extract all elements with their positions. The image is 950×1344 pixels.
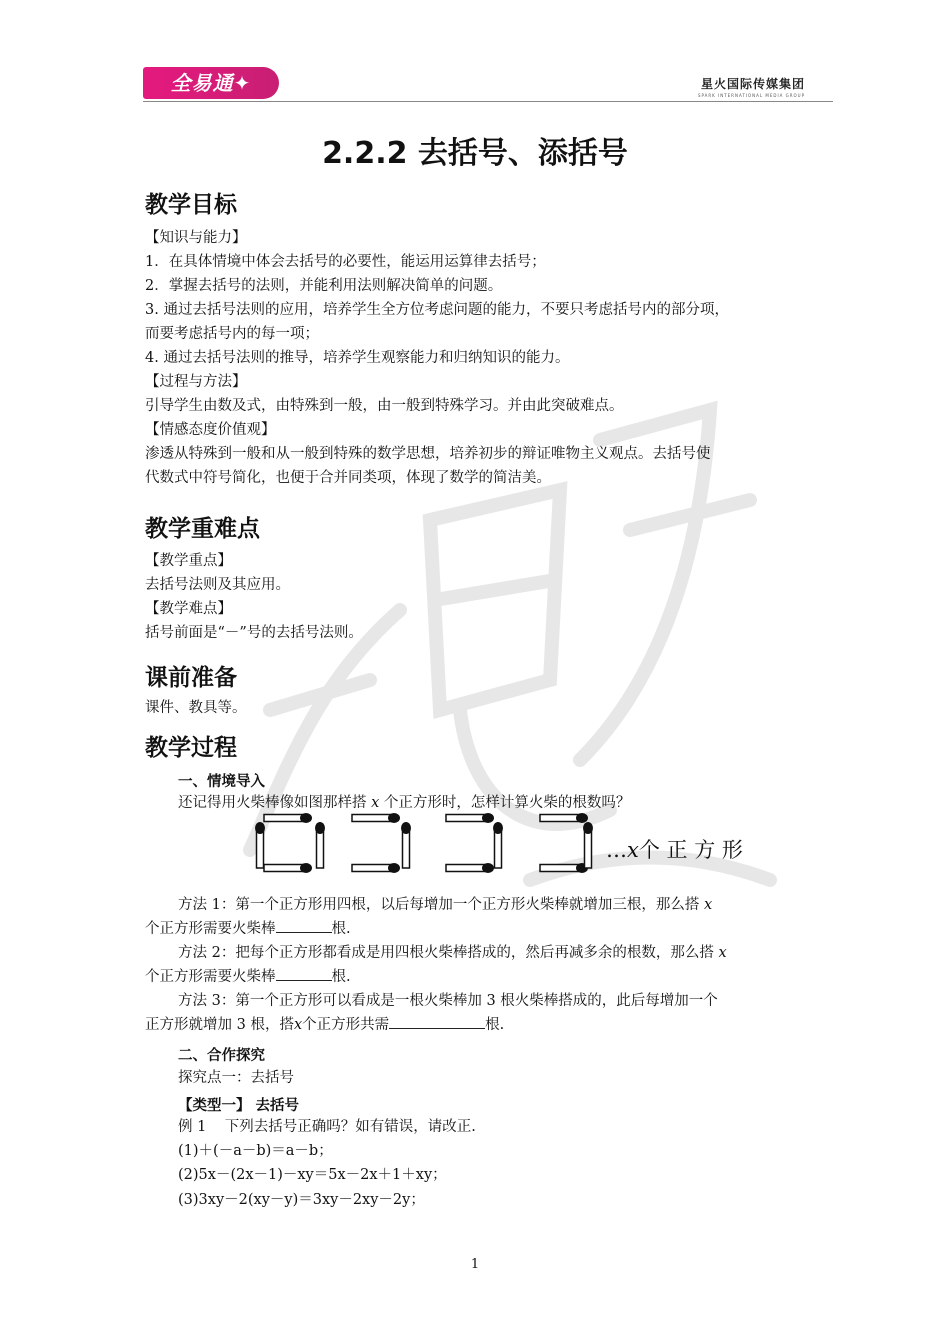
method1-line-a: 方法 1：第一个正方形用四根，以后每增加一个正方形火柴棒就增加三根，那么搭 x (178, 897, 713, 913)
goal-item-3a: 3. 通过去括号法则的应用，培养学生全方位考虑问题的能力，不要只考虑括号内的部分项， (145, 302, 729, 318)
method2-line-a: 方法 2：把每个正方形都看成是用四根火柴棒搭成的，然后再减多余的根数，那么搭 x (178, 945, 727, 961)
process-label: 【过程与方法】 (145, 374, 247, 390)
page-title: 2.2.2 去括号、添括号 (322, 136, 628, 171)
publisher-name: 星火国际传媒集团 (700, 77, 805, 91)
section-heading-goals: 教学目标 (145, 192, 237, 218)
matchstick (583, 822, 593, 868)
difficulty-label: 【教学难点】 (145, 601, 232, 617)
matchstick (493, 822, 503, 868)
emotion-label: 【情感态度价值观】 (145, 422, 276, 438)
focus-text: 去括号法则及其应用。 (145, 577, 290, 593)
matchstick (264, 813, 312, 823)
goal-item-1: 1．在具体情境中体会去括号的必要性，能运用运算律去括号； (145, 254, 546, 270)
equation-3: (3)3xy－2(xy－y)＝3xy－2xy－2y； (178, 1192, 425, 1208)
publisher-name-en: SPARK INTERNATIONAL MEDIA GROUP (697, 93, 805, 98)
method1-line-b: 个正方形需要火柴棒 根. (145, 917, 835, 941)
part2-heading: 二、合作探究 (178, 1048, 265, 1064)
matchstick (315, 822, 325, 868)
intro-text: 还记得用火柴棒像如图那样搭 x 个正方形时，怎样计算火柴的根数吗？ (178, 795, 631, 811)
matchstick (540, 863, 588, 873)
answer-blank[interactable] (389, 1014, 485, 1029)
section-heading-process: 教学过程 (145, 735, 237, 761)
publisher-brand (698, 75, 805, 98)
brand-logo: 全易通✦ (143, 67, 279, 99)
method3-line-a: 方法 3：第一个正方形可以看成是一根火柴棒加 3 根火柴棒搭成的，此后每增加一个 (178, 993, 718, 1009)
matchstick (446, 863, 494, 873)
method3-line-b: 正方形就增加 3 根，搭x个正方形共需 根. (145, 1013, 835, 1037)
matchstick (264, 863, 312, 873)
goals-body (145, 226, 835, 490)
figure-caption: …x个 正 方 形 (606, 838, 743, 862)
section-heading-keypoints: 教学重难点 (145, 516, 260, 542)
section-heading-prep: 课前准备 (145, 665, 237, 691)
answer-blank[interactable] (276, 918, 332, 933)
matchstick (540, 813, 588, 823)
matchstick (446, 813, 494, 823)
answer-blank[interactable] (276, 966, 332, 981)
page-number: 1 (470, 1257, 480, 1272)
prep-text: 课件、教具等。 (145, 700, 247, 716)
equation-2: (2)5x－(2x－1)－xy＝5x－2x＋1＋xy； (178, 1167, 447, 1183)
goal-item-4: 4. 通过去括号法则的推导，培养学生观察能力和归纳知识的能力。 (145, 350, 570, 366)
explore1-text: 探究点一：去括号 (178, 1070, 294, 1086)
knowledge-label: 【知识与能力】 (145, 230, 247, 246)
equation-1: (1)＋(－a－b)＝a－b； (178, 1143, 333, 1159)
emotion-text-b: 代数式中符号简化，也便于合并同类项，体现了数学的简洁美。 (145, 470, 551, 486)
focus-label: 【教学重点】 (145, 553, 232, 569)
process-text: 引导学生由数及式，由特殊到一般，由一般到特殊学习。并由此突破难点。 (145, 398, 624, 414)
goal-item-3b: 而要考虑括号内的每一项； (145, 326, 319, 342)
goal-item-2: 2．掌握去括号的法则，并能利用法则解决简单的问题。 (145, 278, 503, 294)
matchstick (255, 822, 265, 868)
methods-body (145, 893, 835, 1037)
difficulty-text: 括号前面是“－”号的去括号法则。 (145, 625, 363, 641)
example1: 例 1 下列去括号正确吗？如有错误，请改正. (178, 1119, 476, 1135)
emotion-text-a: 渗透从特殊到一般和从一般到特殊的数学思想，培养初步的辩证唯物主义观点。去括号使 (145, 446, 711, 462)
type1-heading: 【类型一】 去括号 (178, 1098, 300, 1114)
part1-heading: 一、情境导入 (178, 774, 265, 790)
keypoints-body (145, 549, 835, 645)
matchstick (352, 813, 400, 823)
method2-line-b: 个正方形需要火柴棒 根. (145, 965, 835, 989)
matchstick (401, 822, 411, 868)
matchstick (352, 863, 400, 873)
header-divider (143, 101, 833, 102)
